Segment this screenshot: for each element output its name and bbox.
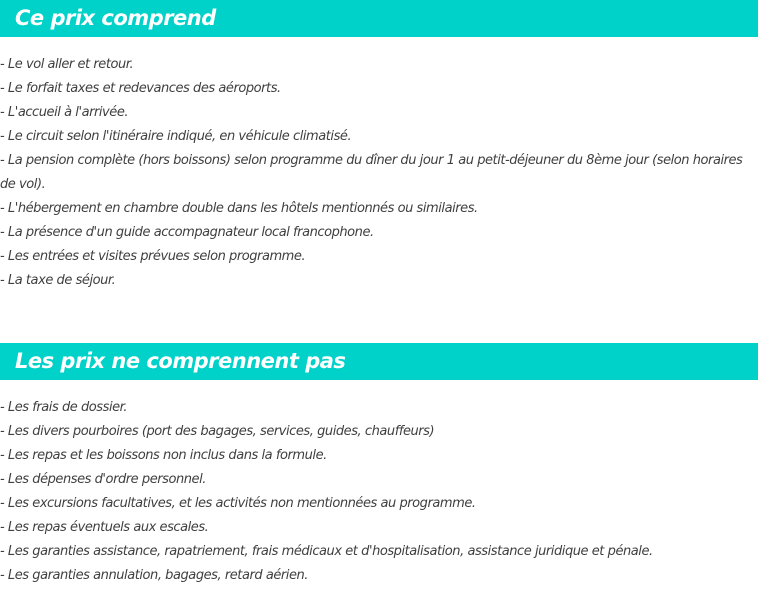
- list-item: - La présence d'un guide accompagnateur local francophone.: [0, 225, 374, 240]
- list-item: - L'hébergement en chambre double dans les hôtels mentionnés ou similaires.: [0, 201, 478, 216]
- price-excludes-title: Les prix ne comprennent pas: [15, 349, 346, 373]
- list-item: - Le forfait taxes et redevances des aéroports.: [0, 81, 281, 96]
- price-excludes-header: [0, 343, 758, 380]
- list-item: - Le vol aller et retour.: [0, 57, 134, 72]
- list-item: - Les frais de dossier.: [0, 400, 128, 415]
- price-excludes-section: [0, 343, 758, 588]
- list-item: - L'accueil à l'arrivée.: [0, 105, 129, 120]
- price-excludes-list: [0, 396, 758, 588]
- list-item: - Les garanties assistance, rapatriement, frais médicaux et d'hospitalisation, assistance juridique et pénale.: [0, 544, 653, 559]
- list-item: - Les repas éventuels aux escales.: [0, 520, 209, 535]
- list-item: - Les garanties annulation, bagages, retard aérien.: [0, 568, 308, 583]
- list-item: - Les excursions facultatives, et les activités non mentionnées au programme.: [0, 496, 476, 511]
- list-item: - Les dépenses d'ordre personnel.: [0, 472, 206, 487]
- list-item: - Les divers pourboires (port des bagages, services, guides, chauffeurs): [0, 424, 435, 439]
- price-includes-title: Ce prix comprend: [15, 6, 216, 30]
- list-item: - Le circuit selon l'itinéraire indiqué, en véhicule climatisé.: [0, 129, 352, 144]
- list-item: - La taxe de séjour.: [0, 273, 116, 288]
- list-item: - Les repas et les boissons non inclus dans la formule.: [0, 448, 327, 463]
- price-includes-header: [0, 0, 758, 37]
- price-includes-list: [0, 53, 758, 293]
- list-item: - Les entrées et visites prévues selon programme.: [0, 249, 306, 264]
- list-item: - La pension complète (hors boissons) selon programme du dîner du jour 1 au petit-déjeuner du 8ème jour (selon horaires de vol).: [0, 153, 743, 192]
- price-includes-section: [0, 0, 758, 293]
